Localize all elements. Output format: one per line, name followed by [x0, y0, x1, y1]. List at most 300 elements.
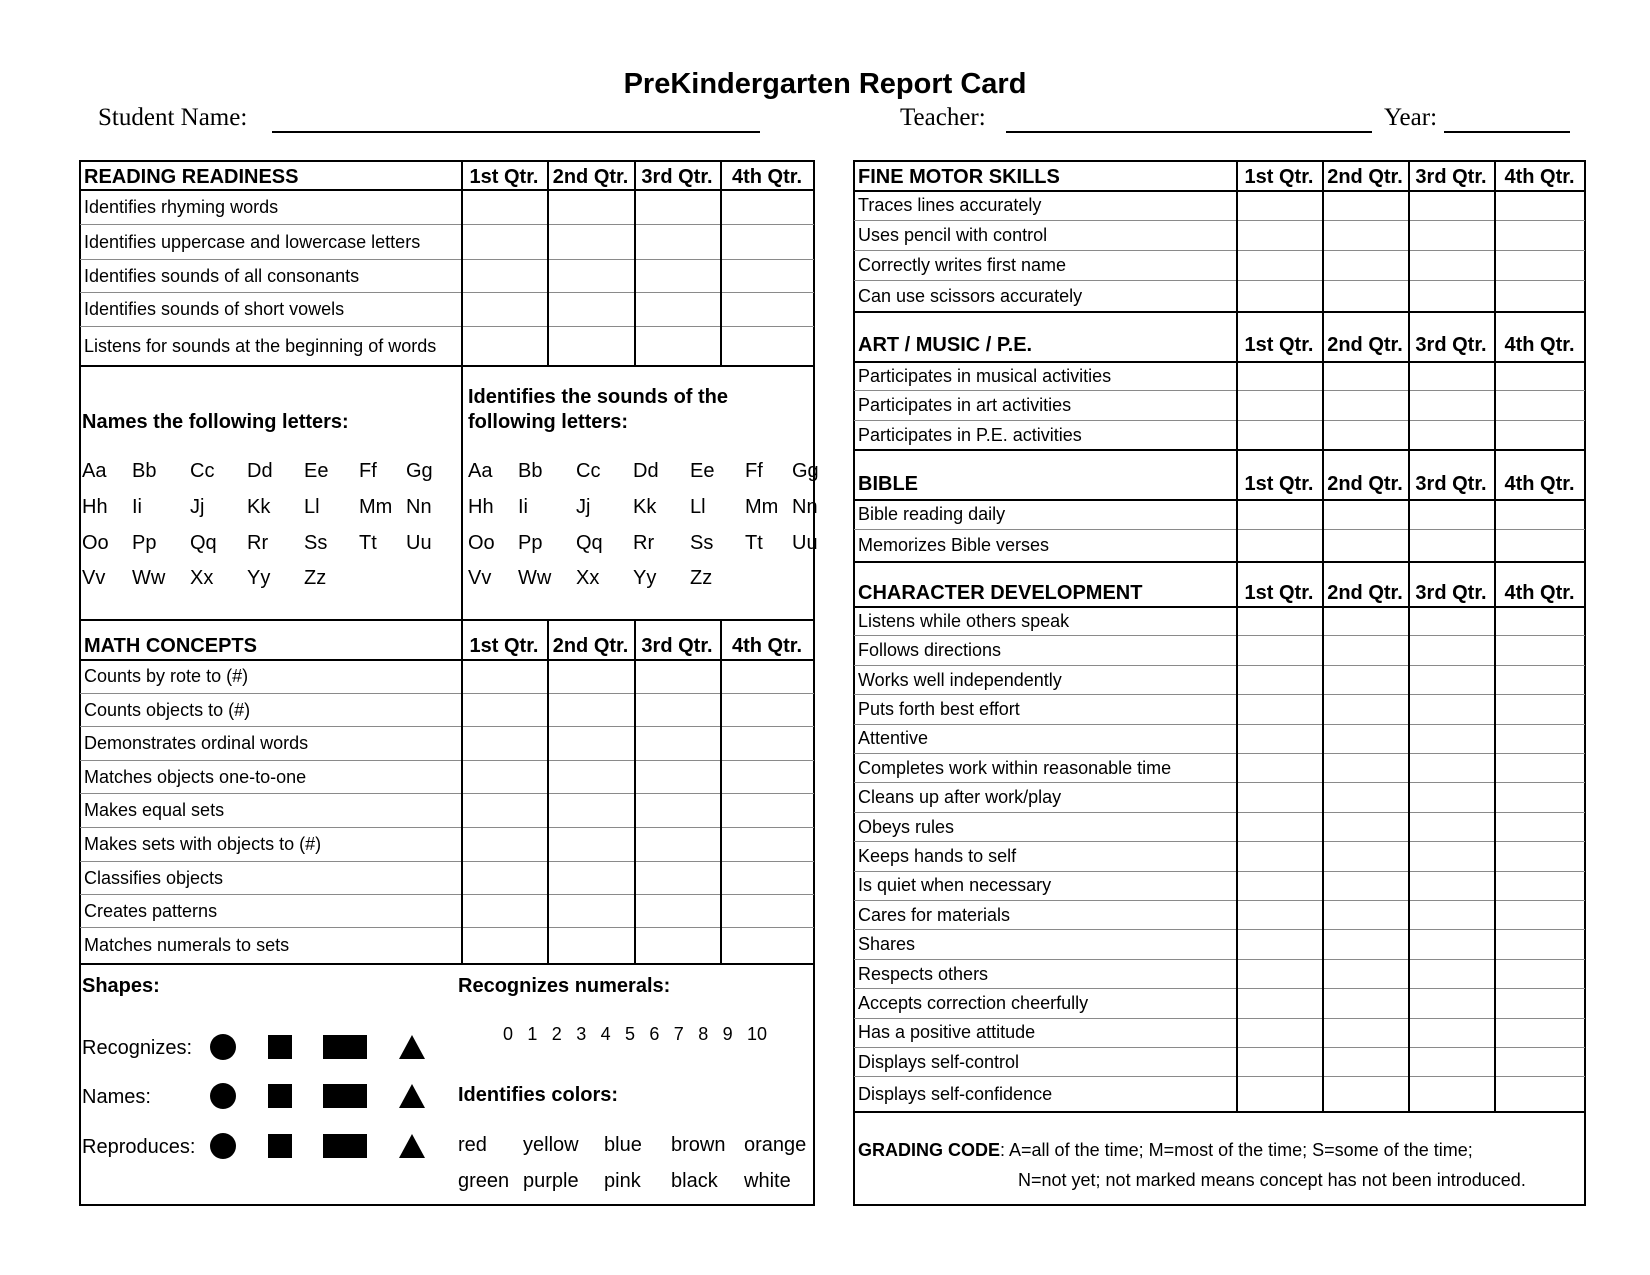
character-row-1-qtr-2-cell[interactable] — [1324, 608, 1407, 634]
reading-row-4-qtr-2-cell[interactable] — [549, 294, 633, 325]
character-row-7-qtr-4-cell[interactable] — [1496, 784, 1584, 810]
character-row-12-qtr-3-cell[interactable] — [1410, 931, 1493, 957]
bible-qtr-2-header: 2nd Qtr. — [1327, 473, 1403, 495]
math-row-1-qtr-2-cell[interactable] — [549, 661, 633, 692]
color-blue: blue — [604, 1134, 642, 1156]
row-divider — [80, 726, 814, 727]
math-qtr-3-header: 3rd Qtr. — [641, 635, 713, 657]
numeral-0: 0 — [503, 1024, 514, 1044]
numeral-3: 3 — [576, 1024, 587, 1044]
square-shape-icon — [268, 1035, 292, 1059]
math-row-8-qtr-2-cell[interactable] — [549, 896, 633, 926]
character-qtr-2-header: 2nd Qtr. — [1327, 582, 1403, 604]
sounds-letter-Ss: Ss — [690, 532, 714, 554]
reading-row-2-qtr-4-cell[interactable] — [722, 226, 813, 258]
character-row-5-qtr-2-cell[interactable] — [1324, 726, 1407, 752]
art-title: ART / MUSIC / P.E. — [858, 334, 1033, 356]
fine-motor-row-3-qtr-4-cell[interactable] — [1496, 252, 1584, 279]
character-row-4-qtr-1-cell[interactable] — [1238, 696, 1321, 722]
math-row-6-qtr-4-cell[interactable] — [722, 829, 813, 860]
numeral-4: 4 — [600, 1024, 611, 1044]
art-row-1-qtr-3-cell[interactable] — [1410, 363, 1493, 389]
names-letter-Aa: Aa — [82, 460, 107, 482]
reading-qtr-4-header: 4th Qtr. — [731, 166, 802, 188]
bible-row-2-qtr-4-cell[interactable] — [1496, 531, 1584, 560]
fine-motor-row-1-qtr-3-cell[interactable] — [1410, 192, 1493, 219]
character-row-2-qtr-3-cell[interactable] — [1410, 637, 1493, 663]
sounds-letter-Nn: Nn — [792, 496, 818, 518]
reading-row-3-qtr-2-cell[interactable] — [549, 261, 633, 291]
math-row-4-label: Matches objects one-to-one — [84, 766, 307, 787]
row-divider — [854, 390, 1585, 391]
fine-motor-row-4-qtr-1-cell[interactable] — [1238, 282, 1321, 310]
math-row-6-qtr-1-cell[interactable] — [463, 829, 546, 860]
math-row-8-qtr-1-cell[interactable] — [463, 896, 546, 926]
fine-motor-row-2-qtr-1-cell[interactable] — [1238, 222, 1321, 249]
character-title: CHARACTER DEVELOPMENT — [858, 582, 1143, 604]
reading-row-3-qtr-1-cell[interactable] — [463, 261, 546, 291]
reading-row-1-qtr-1-cell[interactable] — [463, 191, 546, 223]
fine-motor-row-4-qtr-4-cell[interactable] — [1496, 282, 1584, 310]
numeral-10: 10 — [747, 1024, 768, 1044]
character-row-9-qtr-4-cell[interactable] — [1496, 843, 1584, 869]
bible-row-1-qtr-1-cell[interactable] — [1238, 501, 1321, 528]
student-name-field[interactable] — [272, 131, 760, 133]
character-row-11-qtr-4-cell[interactable] — [1496, 902, 1584, 928]
column-divider — [1494, 161, 1496, 311]
fine-motor-row-1-qtr-1-cell[interactable] — [1238, 192, 1321, 219]
sounds-letter-Dd: Dd — [633, 460, 659, 482]
numerals-title: Recognizes numerals: — [458, 975, 671, 997]
sounds-letter-Ii: Ii — [518, 496, 528, 518]
reading-row-1-qtr-2-cell[interactable] — [549, 191, 633, 223]
character-row-9-qtr-1-cell[interactable] — [1238, 843, 1321, 869]
fine-motor-row-1-qtr-2-cell[interactable] — [1324, 192, 1407, 219]
art-row-3-label: Participates in P.E. activities — [858, 424, 1082, 445]
character-row-13-qtr-2-cell[interactable] — [1324, 961, 1407, 987]
names-letter-Kk: Kk — [247, 496, 271, 518]
reading-row-5-qtr-1-cell[interactable] — [463, 328, 546, 364]
character-row-15-qtr-1-cell[interactable] — [1238, 1020, 1321, 1046]
math-row-7-qtr-4-cell[interactable] — [722, 863, 813, 893]
art-row-1-qtr-4-cell[interactable] — [1496, 363, 1584, 389]
reading-row-5-qtr-4-cell[interactable] — [722, 328, 813, 364]
math-row-2-qtr-2-cell[interactable] — [549, 695, 633, 725]
art-row-2-qtr-2-cell[interactable] — [1324, 392, 1407, 419]
column-divider — [1408, 161, 1410, 311]
character-row-1-qtr-3-cell[interactable] — [1410, 608, 1493, 634]
bible-row-2-qtr-1-cell[interactable] — [1238, 531, 1321, 560]
names-letter-Vv: Vv — [82, 567, 106, 589]
names-letter-Yy: Yy — [247, 567, 271, 589]
character-row-14-qtr-3-cell[interactable] — [1410, 990, 1493, 1016]
fine-motor-row-2-qtr-4-cell[interactable] — [1496, 222, 1584, 249]
row-divider — [854, 694, 1585, 695]
character-row-8-qtr-4-cell[interactable] — [1496, 814, 1584, 840]
names-letter-Zz: Zz — [304, 567, 327, 589]
character-row-1-qtr-4-cell[interactable] — [1496, 608, 1584, 634]
art-row-3-qtr-4-cell[interactable] — [1496, 422, 1584, 448]
art-qtr-1-header: 1st Qtr. — [1244, 334, 1314, 356]
row-divider — [854, 782, 1585, 783]
character-row-7-qtr-2-cell[interactable] — [1324, 784, 1407, 810]
character-row-12-qtr-4-cell[interactable] — [1496, 931, 1584, 957]
column-divider — [1236, 561, 1238, 1111]
math-qtr-2-header: 2nd Qtr. — [552, 635, 629, 657]
fine-motor-row-3-qtr-2-cell[interactable] — [1324, 252, 1407, 279]
sounds-letter-Uu: Uu — [792, 532, 818, 554]
math-row-4-qtr-3-cell[interactable] — [636, 762, 719, 792]
names-letter-Dd: Dd — [247, 460, 273, 482]
character-row-5-qtr-3-cell[interactable] — [1410, 726, 1493, 752]
reading-title: READING READINESS — [84, 166, 299, 188]
circle-shape-icon — [210, 1133, 236, 1159]
character-row-5-label: Attentive — [858, 728, 929, 749]
character-row-3-qtr-1-cell[interactable] — [1238, 667, 1321, 693]
rectangle-shape-icon — [323, 1134, 367, 1158]
math-row-2-qtr-4-cell[interactable] — [722, 695, 813, 725]
bible-title: BIBLE — [858, 473, 918, 495]
character-row-13-qtr-1-cell[interactable] — [1238, 961, 1321, 987]
math-row-3-qtr-3-cell[interactable] — [636, 728, 719, 759]
names-letter-Jj: Jj — [190, 496, 205, 518]
fine-motor-row-1-label: Traces lines accurately — [858, 195, 1042, 215]
sounds-letter-Ll: Ll — [690, 496, 706, 518]
math-row-7-qtr-3-cell[interactable] — [636, 863, 719, 893]
character-row-8-qtr-1-cell[interactable] — [1238, 814, 1321, 840]
sounds-letter-Tt: Tt — [745, 532, 763, 554]
reading-row-2-qtr-1-cell[interactable] — [463, 226, 546, 258]
sounds-letter-Vv: Vv — [468, 567, 492, 589]
character-row-3-qtr-4-cell[interactable] — [1496, 667, 1584, 693]
character-row-15-qtr-3-cell[interactable] — [1410, 1020, 1493, 1046]
character-row-11-qtr-1-cell[interactable] — [1238, 902, 1321, 928]
character-row-8-label: Obeys rules — [858, 816, 955, 837]
character-row-6-qtr-2-cell[interactable] — [1324, 755, 1407, 781]
reading-row-5-label: Listens for sounds at the beginning of words — [84, 335, 437, 356]
reading-row-4-qtr-4-cell[interactable] — [722, 294, 813, 325]
reading-row-4-qtr-3-cell[interactable] — [636, 294, 719, 325]
numeral-9: 9 — [722, 1024, 733, 1044]
math-row-4-qtr-4-cell[interactable] — [722, 762, 813, 792]
rectangle-shape-icon — [323, 1084, 367, 1108]
row-divider — [854, 988, 1585, 989]
sounds-letter-Kk: Kk — [633, 496, 657, 518]
art-qtr-2-header: 2nd Qtr. — [1327, 334, 1403, 356]
column-divider — [1494, 561, 1496, 1111]
math-row-5-qtr-3-cell[interactable] — [636, 795, 719, 826]
character-row-13-qtr-4-cell[interactable] — [1496, 961, 1584, 987]
names-letter-Tt: Tt — [359, 532, 377, 554]
sounds-letter-Qq: Qq — [576, 532, 603, 554]
character-row-8-qtr-3-cell[interactable] — [1410, 814, 1493, 840]
art-row-3-qtr-1-cell[interactable] — [1238, 422, 1321, 448]
fine-motor-row-1-qtr-4-cell[interactable] — [1496, 192, 1584, 219]
character-row-14-qtr-4-cell[interactable] — [1496, 990, 1584, 1016]
character-row-16-label: Displays self-control — [858, 1051, 1020, 1072]
color-pink: pink — [604, 1170, 641, 1192]
character-row-2-qtr-2-cell[interactable] — [1324, 637, 1407, 663]
row-divider — [854, 280, 1585, 281]
reading-row-2-qtr-2-cell[interactable] — [549, 226, 633, 258]
math-row-2-qtr-1-cell[interactable] — [463, 695, 546, 725]
character-qtr-1-header: 1st Qtr. — [1244, 582, 1314, 604]
character-row-7-qtr-3-cell[interactable] — [1410, 784, 1493, 810]
row-divider — [80, 693, 814, 694]
names-letter-Ee: Ee — [304, 460, 329, 482]
grading-code-label: GRADING CODE — [858, 1140, 1001, 1160]
math-row-9-qtr-1-cell[interactable] — [463, 929, 546, 962]
reading-qtr-1-header: 1st Qtr. — [469, 166, 539, 188]
reading-row-4-label: Identifies sounds of short vowels — [84, 299, 345, 319]
character-row-10-qtr-3-cell[interactable] — [1410, 873, 1493, 899]
row-divider — [854, 753, 1585, 754]
student-name-label: Student Name: — [98, 104, 248, 131]
fine-motor-title: FINE MOTOR SKILLS — [858, 166, 1060, 188]
art-qtr-3-header: 3rd Qtr. — [1415, 334, 1487, 356]
art-row-2-qtr-3-cell[interactable] — [1410, 392, 1493, 419]
fine-motor-row-2-label: Uses pencil with control — [858, 225, 1048, 245]
fine-motor-row-3-qtr-3-cell[interactable] — [1410, 252, 1493, 279]
math-row-4-qtr-2-cell[interactable] — [549, 762, 633, 792]
math-row-1-qtr-4-cell[interactable] — [722, 661, 813, 692]
row-divider — [853, 561, 1586, 563]
math-row-7-qtr-2-cell[interactable] — [549, 863, 633, 893]
square-shape-icon — [268, 1134, 292, 1158]
math-row-3-qtr-1-cell[interactable] — [463, 728, 546, 759]
bible-row-1-qtr-2-cell[interactable] — [1324, 501, 1407, 528]
reading-row-5-qtr-2-cell[interactable] — [549, 328, 633, 364]
character-row-3-qtr-3-cell[interactable] — [1410, 667, 1493, 693]
character-row-11-qtr-2-cell[interactable] — [1324, 902, 1407, 928]
column-divider — [461, 365, 463, 619]
reading-row-3-qtr-3-cell[interactable] — [636, 261, 719, 291]
math-row-7-label: Classifies objects — [84, 867, 224, 888]
page-title: PreKindergarten Report Card — [623, 68, 1027, 100]
teacher-label: Teacher: — [900, 104, 986, 131]
row-divider — [79, 619, 815, 621]
names-letter-Ss: Ss — [304, 532, 328, 554]
character-row-16-qtr-1-cell[interactable] — [1238, 1049, 1321, 1075]
character-row-2-qtr-1-cell[interactable] — [1238, 637, 1321, 663]
math-row-6-label: Makes sets with objects to (#) — [84, 834, 322, 854]
character-row-10-qtr-1-cell[interactable] — [1238, 873, 1321, 899]
character-row-13-qtr-3-cell[interactable] — [1410, 961, 1493, 987]
fine-motor-row-2-qtr-3-cell[interactable] — [1410, 222, 1493, 249]
math-row-7-qtr-1-cell[interactable] — [463, 863, 546, 893]
math-row-1-qtr-1-cell[interactable] — [463, 661, 546, 692]
names-letter-Rr: Rr — [247, 532, 269, 554]
bible-row-1-qtr-4-cell[interactable] — [1496, 501, 1584, 528]
character-row-14-qtr-2-cell[interactable] — [1324, 990, 1407, 1016]
year-field[interactable] — [1444, 131, 1570, 133]
math-row-6-qtr-2-cell[interactable] — [549, 829, 633, 860]
names-letter-Mm: Mm — [359, 496, 393, 518]
character-row-7-label: Cleans up after work/play — [858, 787, 1062, 808]
character-row-6-qtr-3-cell[interactable] — [1410, 755, 1493, 781]
character-row-17-qtr-2-cell[interactable] — [1324, 1078, 1407, 1110]
numeral-7: 7 — [673, 1024, 684, 1044]
art-row-2-qtr-4-cell[interactable] — [1496, 392, 1584, 419]
character-row-10-qtr-2-cell[interactable] — [1324, 873, 1407, 899]
character-row-11-qtr-3-cell[interactable] — [1410, 902, 1493, 928]
color-black: black — [671, 1170, 718, 1192]
column-divider — [547, 619, 549, 963]
color-green: green — [458, 1170, 510, 1192]
character-row-10-qtr-4-cell[interactable] — [1496, 873, 1584, 899]
character-row-3-qtr-2-cell[interactable] — [1324, 667, 1407, 693]
art-row-2-qtr-1-cell[interactable] — [1238, 392, 1321, 419]
shapes-title: Shapes: — [82, 975, 160, 997]
reading-row-3-qtr-4-cell[interactable] — [722, 261, 813, 291]
math-row-9-qtr-3-cell[interactable] — [636, 929, 719, 962]
character-row-17-qtr-3-cell[interactable] — [1410, 1078, 1493, 1110]
math-row-5-qtr-2-cell[interactable] — [549, 795, 633, 826]
math-row-5-qtr-4-cell[interactable] — [722, 795, 813, 826]
character-row-5-qtr-1-cell[interactable] — [1238, 726, 1321, 752]
row-divider — [79, 963, 815, 965]
character-row-4-qtr-4-cell[interactable] — [1496, 696, 1584, 722]
bible-row-2-qtr-3-cell[interactable] — [1410, 531, 1493, 560]
math-row-2-qtr-3-cell[interactable] — [636, 695, 719, 725]
row-divider — [854, 871, 1585, 872]
sounds-letter-Oo: Oo — [468, 532, 495, 554]
names-letter-Ii: Ii — [132, 496, 142, 518]
bible-row-2-qtr-2-cell[interactable] — [1324, 531, 1407, 560]
column-divider — [1236, 449, 1238, 561]
bible-qtr-4-header: 4th Qtr. — [1504, 473, 1575, 495]
character-row-5-qtr-4-cell[interactable] — [1496, 726, 1584, 752]
character-row-15-qtr-2-cell[interactable] — [1324, 1020, 1407, 1046]
shapes-names-label: Names: — [82, 1086, 151, 1108]
row-divider — [854, 841, 1585, 842]
triangle-shape-icon — [399, 1084, 425, 1108]
math-row-8-qtr-3-cell[interactable] — [636, 896, 719, 926]
art-row-3-qtr-2-cell[interactable] — [1324, 422, 1407, 448]
row-divider — [854, 900, 1585, 901]
math-row-3-qtr-2-cell[interactable] — [549, 728, 633, 759]
math-row-4-qtr-1-cell[interactable] — [463, 762, 546, 792]
fine-motor-row-4-label: Can use scissors accurately — [858, 285, 1083, 306]
character-row-6-qtr-1-cell[interactable] — [1238, 755, 1321, 781]
character-row-16-qtr-4-cell[interactable] — [1496, 1049, 1584, 1075]
names-letter-Bb: Bb — [132, 460, 157, 482]
row-divider — [854, 250, 1585, 251]
names-letter-Pp: Pp — [132, 532, 157, 554]
fine-motor-row-4-qtr-2-cell[interactable] — [1324, 282, 1407, 310]
names-letter-Cc: Cc — [190, 460, 215, 482]
column-divider — [1236, 161, 1238, 311]
character-row-12-label: Shares — [858, 934, 916, 955]
math-row-5-qtr-1-cell[interactable] — [463, 795, 546, 826]
shapes-recognizes-label: Recognizes: — [82, 1037, 193, 1059]
art-row-1-qtr-2-cell[interactable] — [1324, 363, 1407, 389]
names-letter-Hh: Hh — [82, 496, 108, 518]
reading-qtr-2-header: 2nd Qtr. — [552, 166, 629, 188]
character-row-12-qtr-2-cell[interactable] — [1324, 931, 1407, 957]
teacher-field[interactable] — [1006, 131, 1372, 133]
character-row-1-qtr-1-cell[interactable] — [1238, 608, 1321, 634]
character-row-16-qtr-3-cell[interactable] — [1410, 1049, 1493, 1075]
bible-row-1-qtr-3-cell[interactable] — [1410, 501, 1493, 528]
column-divider — [461, 161, 463, 365]
character-row-17-qtr-1-cell[interactable] — [1238, 1078, 1321, 1110]
reading-row-1-qtr-4-cell[interactable] — [722, 191, 813, 223]
fine-motor-row-4-qtr-3-cell[interactable] — [1410, 282, 1493, 310]
character-row-6-qtr-4-cell[interactable] — [1496, 755, 1584, 781]
reading-row-1-qtr-3-cell[interactable] — [636, 191, 719, 223]
character-row-17-qtr-4-cell[interactable] — [1496, 1078, 1584, 1110]
reading-row-1-label: Identifies rhyming words — [84, 196, 279, 217]
sounds-letter-Xx: Xx — [576, 567, 600, 589]
row-divider — [80, 292, 814, 293]
bible-qtr-1-header: 1st Qtr. — [1244, 473, 1314, 495]
art-row-2-label: Participates in art activities — [858, 395, 1072, 415]
numeral-5: 5 — [625, 1024, 636, 1044]
fine-motor-row-2-qtr-2-cell[interactable] — [1324, 222, 1407, 249]
row-divider — [854, 420, 1585, 421]
fine-motor-row-3-qtr-1-cell[interactable] — [1238, 252, 1321, 279]
sounds-letters-title-1: Identifies the sounds of the — [468, 386, 729, 408]
character-row-15-qtr-4-cell[interactable] — [1496, 1020, 1584, 1046]
row-divider — [854, 959, 1585, 960]
math-row-6-qtr-3-cell[interactable] — [636, 829, 719, 860]
character-row-4-label: Puts forth best effort — [858, 698, 1020, 719]
character-row-8-qtr-2-cell[interactable] — [1324, 814, 1407, 840]
character-row-9-qtr-3-cell[interactable] — [1410, 843, 1493, 869]
character-row-4-qtr-3-cell[interactable] — [1410, 696, 1493, 722]
character-row-15-label: Has a positive attitude — [858, 1022, 1036, 1043]
character-row-9-qtr-2-cell[interactable] — [1324, 843, 1407, 869]
row-divider — [79, 365, 815, 367]
sounds-letter-Mm: Mm — [745, 496, 779, 518]
character-row-4-qtr-2-cell[interactable] — [1324, 696, 1407, 722]
math-row-9-qtr-2-cell[interactable] — [549, 929, 633, 962]
reading-row-4-qtr-1-cell[interactable] — [463, 294, 546, 325]
art-row-1-label: Participates in musical activities — [858, 365, 1112, 386]
character-row-2-qtr-4-cell[interactable] — [1496, 637, 1584, 663]
character-row-7-qtr-1-cell[interactable] — [1238, 784, 1321, 810]
art-row-3-qtr-3-cell[interactable] — [1410, 422, 1493, 448]
math-row-9-qtr-4-cell[interactable] — [722, 929, 813, 962]
row-divider — [854, 665, 1585, 666]
character-row-12-qtr-1-cell[interactable] — [1238, 931, 1321, 957]
numeral-6: 6 — [649, 1024, 660, 1044]
character-row-14-qtr-1-cell[interactable] — [1238, 990, 1321, 1016]
math-row-1-qtr-3-cell[interactable] — [636, 661, 719, 692]
row-divider — [80, 259, 814, 260]
reading-row-2-qtr-3-cell[interactable] — [636, 226, 719, 258]
math-row-2-label: Counts objects to (#) — [84, 699, 251, 720]
math-row-8-qtr-4-cell[interactable] — [722, 896, 813, 926]
math-qtr-1-header: 1st Qtr. — [469, 635, 539, 657]
column-divider — [634, 161, 636, 365]
math-row-3-qtr-4-cell[interactable] — [722, 728, 813, 759]
row-divider — [854, 1076, 1585, 1077]
sounds-letter-Ff: Ff — [745, 460, 763, 482]
row-divider — [80, 793, 814, 794]
numeral-1: 1 — [527, 1024, 538, 1044]
reading-row-5-qtr-3-cell[interactable] — [636, 328, 719, 364]
character-row-16-qtr-2-cell[interactable] — [1324, 1049, 1407, 1075]
square-shape-icon — [268, 1084, 292, 1108]
reading-row-3-label: Identifies sounds of all consonants — [84, 265, 360, 286]
names-letter-Xx: Xx — [190, 567, 214, 589]
art-row-1-qtr-1-cell[interactable] — [1238, 363, 1321, 389]
column-divider — [1322, 449, 1324, 561]
column-divider — [547, 161, 549, 365]
column-divider — [720, 161, 722, 365]
